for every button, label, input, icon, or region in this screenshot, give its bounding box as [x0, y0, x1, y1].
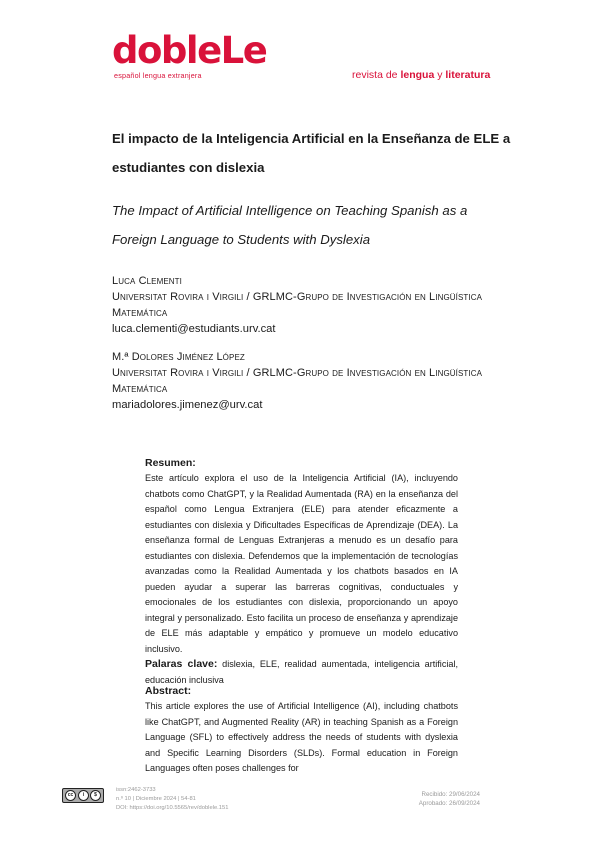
page-footer	[0, 786, 600, 826]
logo-wordmark: dobleLe	[112, 29, 267, 72]
journal-name-mid: y	[434, 69, 446, 81]
journal-name-lengua: lengua	[400, 69, 435, 81]
author-affiliation: Universitat Rovira i Virgili / GRLMC-Grupo de Investigación en Lingüística Matemática	[112, 367, 483, 395]
title-english: The Impact of Artificial Intelligence on Teaching Spanish as a Foreign Language to Students with Dyslexia	[112, 203, 468, 247]
journal-name	[352, 69, 490, 81]
dates-meta	[419, 790, 480, 808]
journal-logo	[112, 29, 267, 82]
keywords-text: dislexia, ELE, realidad aumentada, inteligencia artificial, educación inclusiva	[145, 659, 458, 685]
issue-info: n.º 10 | Diciembre 2024 | 54-81	[116, 796, 196, 802]
abstract-section	[145, 683, 458, 777]
author-email[interactable]: mariadolores.jimenez@urv.cat	[112, 399, 263, 411]
journal-name-literatura: literatura	[445, 69, 491, 81]
author-block	[112, 349, 512, 413]
abstract-heading: Abstract:	[145, 685, 192, 697]
abstract-text: This article explores the use of Artificial Intelligence (AI), including chatbots like ChatGPT, and Augmented Reality (AR) in teaching Spanish as a Foreign Language (SFL) to effectively address the needs of students with dyslexia and Specific Learning Disorders (SLDs). Formal education in Foreign Languages often poses challenges for	[145, 701, 458, 773]
noncommercial-icon: $	[90, 790, 101, 801]
issn: issn:2462-3733	[116, 787, 156, 793]
author-affiliation: Universitat Rovira i Virgili / GRLMC-Grupo de Investigación en Lingüística Matemática	[112, 291, 483, 319]
logo-subtitle: español lengua extranjera	[114, 71, 202, 80]
publication-meta	[116, 786, 228, 813]
resumen-text: Este artículo explora el uso de la Inteligencia Artificial (IA), incluyendo chatbots como ChatGPT, y la Realidad Aumentada (RA) en la enseñanza del español como Lengua Extranjera (ELE) para atender eficazmente a estudiantes con dislexia y Dificultades Específicas de Aprendizaje (DEA). La enseñanza formal de Lenguas Extranjeras a menudo es un desafío para estudiantes con dislexia. Defendemos que la implementación de tecnologías avanzadas como la Realidad Aumentada y los chatbots basados en IA pueden ayudar a superar las barreras cognitivas, conductuales y emocionales de los estudiantes con dislexia, proporcionando un apoyo integral y personalizado. Esto facilita un proceso de enseñanza y aprendizaje de ELE más adaptable y empático y promueve un modelo educativo inclusivo.	[145, 473, 458, 654]
author-email[interactable]: luca.clementi@estudiants.urv.cat	[112, 323, 276, 335]
author-block	[112, 273, 512, 337]
author-name: M.ª Dolores Jiménez López	[112, 351, 245, 363]
cc-icon: cc	[65, 790, 76, 801]
author-name: Luca Clementi	[112, 275, 182, 287]
keywords-label: Palaras clave:	[145, 658, 218, 670]
approved-date: Aprobado: 26/09/2024	[418, 800, 480, 807]
journal-name-prefix: revista de	[352, 69, 401, 81]
cc-license-badge[interactable]	[62, 788, 104, 803]
attribution-icon: i	[78, 790, 89, 801]
resumen-heading: Resumen:	[145, 457, 196, 469]
received-date: Recibido: 29/06/2024	[421, 791, 480, 798]
doi-link[interactable]: DOI: https://doi.org/10.5565/rev/doblele.151	[116, 805, 229, 811]
title-spanish: El impacto de la Inteligencia Artificial en la Enseñanza de ELE a estudiantes con dislexia	[112, 131, 511, 175]
resumen-section	[145, 455, 458, 688]
